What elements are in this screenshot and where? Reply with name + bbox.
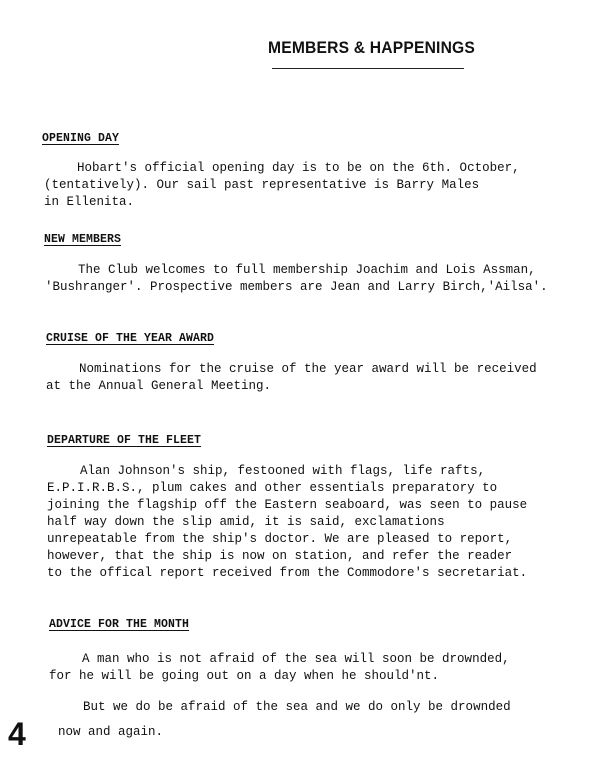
heading-advice-month: ADVICE FOR THE MONTH xyxy=(49,618,190,631)
paragraph-advice-month-2 xyxy=(58,699,511,741)
text-line: But we do be afraid of the sea and we do only be drownded xyxy=(83,700,511,714)
text-line: at the Annual General Meeting. xyxy=(46,379,272,393)
page-title: MEMBERS & HAPPENINGS xyxy=(268,38,476,57)
text-line: joining the flagship off the Eastern seaboard, was seen to pause xyxy=(47,498,528,512)
page-number: 4 xyxy=(8,716,26,752)
heading-departure-fleet: DEPARTURE OF THE FLEET xyxy=(47,434,202,447)
paragraph-advice-month-1 xyxy=(49,651,510,685)
text-line: A man who is not afraid of the sea will soon be drownded, xyxy=(82,652,510,666)
text-line: Hobart's official opening day is to be on the 6th. October, xyxy=(77,161,520,175)
text-line: half way down the slip amid, it is said, exclamations xyxy=(47,515,445,529)
text-line: to the offical report received from the Commodore's secretariat. xyxy=(47,566,528,580)
text-line: Alan Johnson's ship, festooned with flags, life rafts, xyxy=(80,464,486,478)
text-line: however, that the ship is now on station, and refer the reader xyxy=(47,549,513,563)
text-line: in Ellenita. xyxy=(44,195,135,209)
heading-new-members: NEW MEMBERS xyxy=(44,233,122,246)
paragraph-opening-day xyxy=(44,160,520,211)
heading-cruise-award: CRUISE OF THE YEAR AWARD xyxy=(46,332,215,345)
text-line: 'Bushranger'. Prospective members are Jean and Larry Birch,'Ailsa'. xyxy=(45,280,548,294)
title-rule xyxy=(272,68,464,69)
heading-opening-day: OPENING DAY xyxy=(42,132,120,145)
text-line: E.P.I.R.B.S., plum cakes and other essentials preparatory to xyxy=(47,481,498,495)
paragraph-new-members xyxy=(45,262,548,296)
text-line: unrepeatable from the ship's doctor. We are pleased to report, xyxy=(47,532,513,546)
text-line: for he will be going out on a day when he should'nt. xyxy=(49,669,440,683)
text-line: (tentatively). Our sail past representative is Barry Males xyxy=(44,178,480,192)
paragraph-cruise-award xyxy=(46,361,537,395)
text-line: The Club welcomes to full membership Joachim and Lois Assman, xyxy=(78,263,536,277)
paragraph-departure-fleet xyxy=(47,463,527,582)
text-line: Nominations for the cruise of the year award will be received xyxy=(79,362,537,376)
text-line: now and again. xyxy=(58,725,164,739)
